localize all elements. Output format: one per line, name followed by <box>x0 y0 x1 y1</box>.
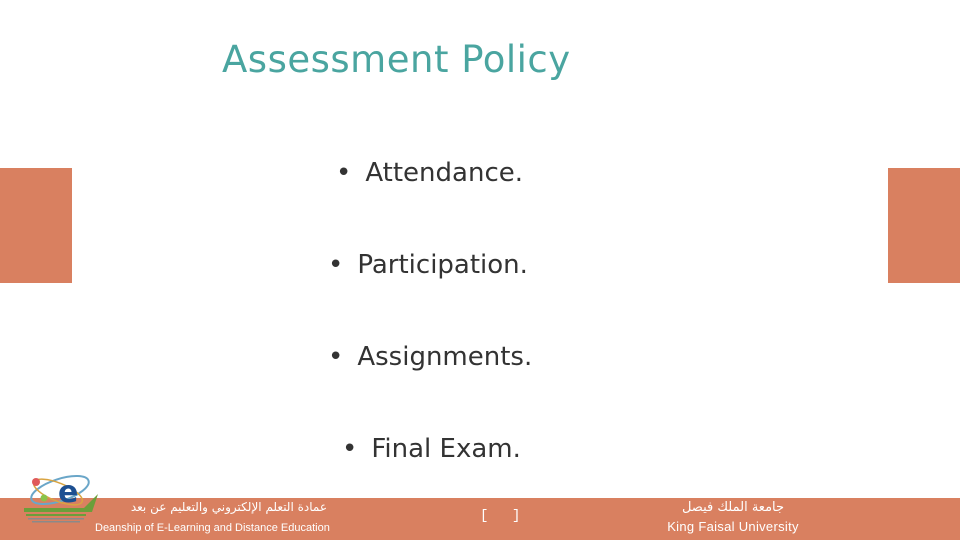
bullet-item-participation <box>328 250 528 280</box>
footer-deanship-english: Deanship of E-Learning and Distance Education <box>95 522 330 534</box>
footer-university-arabic: جامعة الملك فيصل <box>681 500 785 515</box>
e-learning-logo-icon <box>22 468 102 528</box>
right-accent-block <box>888 168 960 283</box>
bullet-item-assignments <box>328 342 532 372</box>
bullet-text: Assignments. <box>357 342 533 372</box>
bullet-item-final-exam <box>342 434 521 464</box>
footer-deanship-arabic: عمادة التعلم الإلكتروني والتعليم عن بعد <box>130 500 327 514</box>
footer-university-english: King Faisal University <box>667 519 799 534</box>
footer-bracket-close: ] <box>512 508 521 524</box>
logo-letter: e <box>58 475 79 510</box>
bullet-text: Attendance. <box>365 158 524 188</box>
left-accent-block <box>0 168 72 283</box>
bullet-marker: • <box>328 342 344 372</box>
bullet-marker: • <box>336 158 352 188</box>
bullet-marker: • <box>328 250 344 280</box>
bullet-text: Participation. <box>357 250 528 280</box>
bullet-item-attendance <box>336 158 523 188</box>
footer-bracket-open: [ <box>480 508 489 524</box>
bullet-text: Final Exam. <box>371 434 521 464</box>
bullet-marker: • <box>342 434 358 464</box>
slide-title: Assessment Policy <box>222 38 571 81</box>
